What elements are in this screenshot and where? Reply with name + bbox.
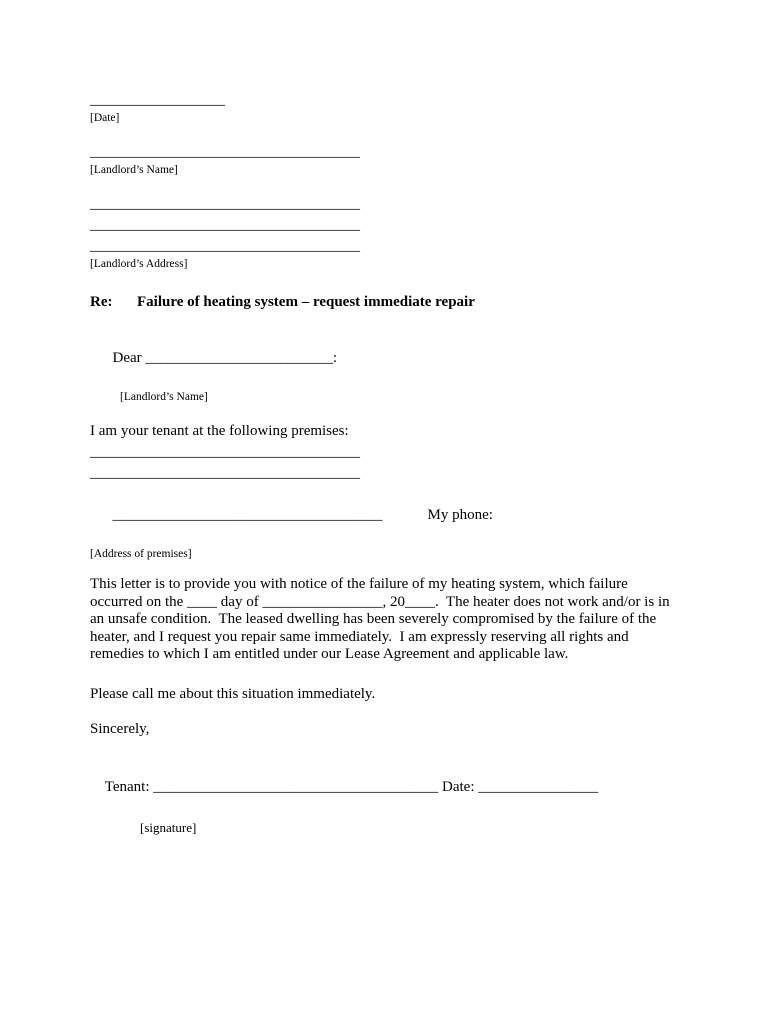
call-to-action-line: Please call me about this situation immediately. [90,685,376,702]
landlord-address-blank-line-2: ____________________________________ [90,217,360,233]
signature-date-blank: ________________ [478,778,599,795]
date-blank-line: __________________ [90,92,225,108]
date-label: [Date] [90,112,120,124]
landlord-name-blank-line: ____________________________________ [90,144,360,160]
premises-blank-line-3: ____________________________________ [112,507,383,523]
salutation-blank: _________________________ [145,350,333,366]
closing-line: Sincerely, [90,720,150,737]
landlord-address-label: [Landlord’s Address] [90,258,188,270]
premises-blank-line-1: ____________________________________ [90,444,360,460]
signature-date-label: Date: [438,778,479,795]
tenant-signature-blank: ______________________________________ [153,778,439,795]
re-subject-line [90,292,680,313]
salutation-prefix: Dear [112,350,146,366]
landlord-address-blank-line-3: ____________________________________ [90,238,360,254]
premises-intro: I am your tenant at the following premises: [90,423,349,439]
date-block [90,90,680,126]
premises-label: [Address of premises] [90,548,192,560]
signature-label: [signature] [140,819,197,835]
salutation-sublabel: [Landlord’s Name] [120,391,208,403]
landlord-name-label: [Landlord’s Name] [90,164,178,176]
premises-block [90,421,680,562]
body-paragraph: This letter is to provide you with notice of the failure of my heating system, which failure occurred on the ____ day of ________________, 20____. The heater does not work and/or is in an unsafe condition. The leased dwelling has been severely compromised by the failure of the heater, and I request you repair same immediately. I am expressly reserving all rights and remedies to which I am entitled under our Lease Agreement and applicable law. [90,576,674,662]
my-phone-label: My phone: [427,507,493,523]
premises-blank-line-2: ____________________________________ [90,465,360,481]
landlord-name-block [90,142,680,178]
re-prefix: Re: [90,294,113,310]
signature-row [90,756,680,819]
premises-blank-line-3-row [90,484,680,547]
salutation-line [90,327,680,390]
salutation-suffix: : [332,350,338,366]
re-subject: Failure of heating system – request immediate repair [137,294,475,310]
salutation-block [90,327,680,405]
tenant-label: Tenant: [104,778,154,795]
landlord-address-block [90,194,680,272]
landlord-address-blank-line-1: ____________________________________ [90,196,360,212]
